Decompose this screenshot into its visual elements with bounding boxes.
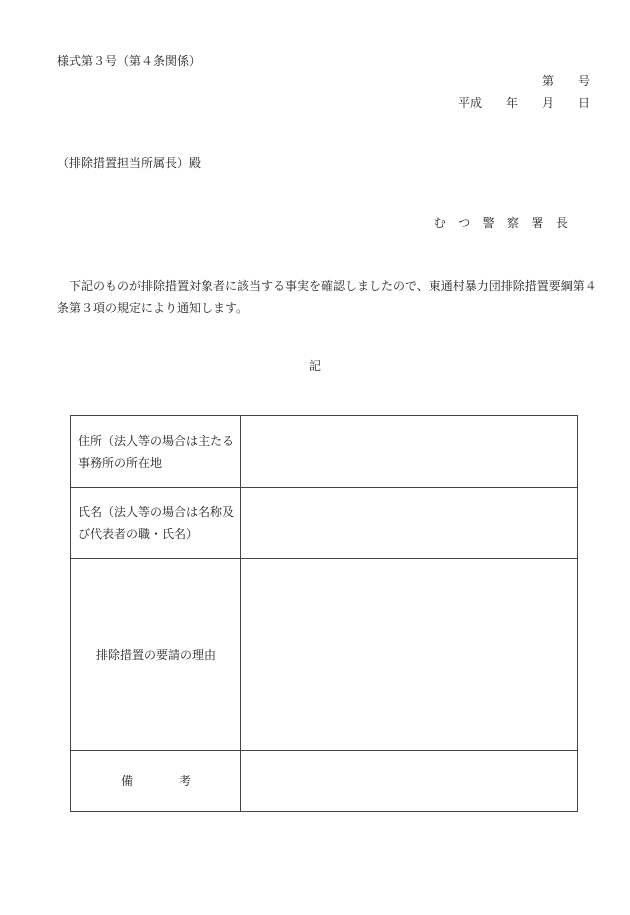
addressee: （排除措置担当所属長）殿 xyxy=(57,156,202,170)
remarks-label-part-1: 備 xyxy=(120,774,133,788)
form-number: 様式第３号（第４条関係） xyxy=(57,54,202,68)
table-row-address xyxy=(71,416,578,488)
address-label: 住所（法人等の場合は主たる事務所の所在地 xyxy=(71,416,241,488)
table-row-reason xyxy=(71,559,578,751)
sender: む つ 警 察 署 長 xyxy=(433,216,568,230)
notification-table xyxy=(70,415,578,812)
remarks-value-cell[interactable] xyxy=(241,751,578,812)
ki-heading: 記 xyxy=(308,359,321,373)
table-row-remarks xyxy=(71,751,578,812)
name-label: 氏名（法人等の場合は名称及び代表者の職・氏名） xyxy=(71,488,241,559)
remarks-label-part-2: 考 xyxy=(179,774,192,788)
document-number: 第 号 xyxy=(541,74,590,88)
reason-label: 排除措置の要請の理由 xyxy=(71,559,241,751)
date-line: 平成 年 月 日 xyxy=(457,96,590,110)
reason-value-cell[interactable] xyxy=(241,559,578,751)
body-text: 下記のものが排除措置対象者に該当する事実を確認しましたので、東通村暴力団排除措置要綱第４条第３項の規定により通知します。 xyxy=(57,279,597,315)
address-value-cell[interactable] xyxy=(241,416,578,488)
table-row-name xyxy=(71,488,578,559)
remarks-label xyxy=(71,751,241,812)
name-value-cell[interactable] xyxy=(241,488,578,559)
